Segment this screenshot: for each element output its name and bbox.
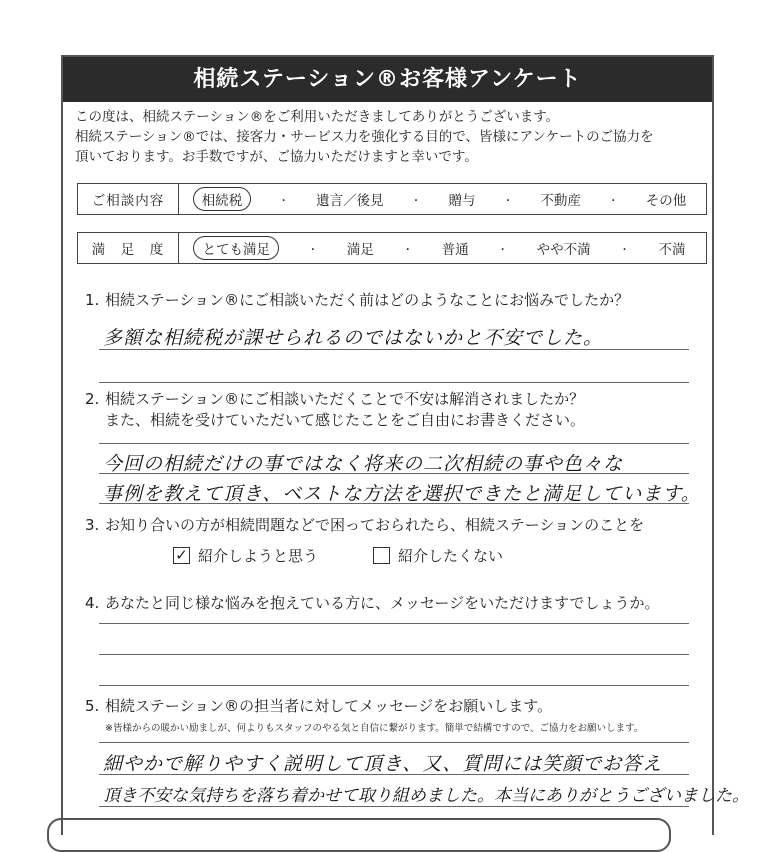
consultation-option[interactable]: 不動産 xyxy=(540,193,581,209)
referral-yes-label: 紹介しようと思う xyxy=(198,547,319,565)
answer-line xyxy=(99,654,689,655)
referral-no-option[interactable] xyxy=(373,545,503,566)
answer-2-line-1[interactable]: 今回の相続だけの事ではなく将来の二次相続の事や色々な xyxy=(103,453,624,475)
consultation-row xyxy=(77,183,707,215)
separator: ・ xyxy=(497,244,508,256)
question-number: 4. xyxy=(85,594,100,612)
answer-5-line-1[interactable]: 細やかで解りやすく説明して頂き、又、質問には笑顔でお答え xyxy=(103,753,663,775)
satisfaction-label: 満 足 度 xyxy=(78,233,179,263)
question-text: 相続ステーション®にご相談いただくことで不安は解消されましたか？ xyxy=(105,390,585,408)
question-number: 5. xyxy=(85,697,100,715)
satisfaction-row xyxy=(77,232,707,264)
separator: ・ xyxy=(402,244,413,256)
question-text: あなたと同じ様な悩みを抱えている方に、メッセージをいただけますでしょうか。 xyxy=(105,594,660,612)
intro-text xyxy=(75,107,705,167)
referral-yes-option[interactable] xyxy=(173,545,318,566)
consultation-label: ご相談内容 xyxy=(78,184,179,214)
answer-line xyxy=(99,774,689,775)
intro-line: 相続ステーション®では、接客力・サービス力を強化する目的で、皆様にアンケートのご協力を xyxy=(75,129,654,145)
satisfaction-option[interactable]: 満足 xyxy=(346,242,374,258)
answer-line xyxy=(99,806,689,807)
question-text-2: また、相続を受けていただいて感じたことをご自由にお書きください。 xyxy=(105,411,586,429)
satisfaction-option[interactable]: やや不満 xyxy=(536,242,591,258)
question-number: 1. xyxy=(85,291,100,309)
answer-line xyxy=(99,742,689,743)
question-text: お知り合いの方が相続問題などで困っておられたら、相続ステーションのことを xyxy=(105,516,645,534)
answer-line xyxy=(99,382,689,383)
question-text: 相続ステーション®にご相談いただく前はどのようなことにお悩みでしたか？ xyxy=(105,291,630,309)
answer-line xyxy=(99,349,689,350)
question-1 xyxy=(85,289,629,310)
answer-line xyxy=(99,473,689,474)
question-2 xyxy=(85,389,585,431)
question-text: 相続ステーション®の担当者に対してメッセージをお願いします。 xyxy=(105,697,553,715)
separator: ・ xyxy=(278,195,289,207)
checkbox-unchecked[interactable] xyxy=(373,547,390,564)
answer-line xyxy=(99,443,689,444)
consultation-option[interactable]: 遺言／後見 xyxy=(316,193,384,209)
referral-no-label: 紹介したくない xyxy=(398,547,504,565)
consultation-option[interactable]: 贈与 xyxy=(448,193,476,209)
consultation-option[interactable]: その他 xyxy=(645,193,687,209)
consultation-option-selected[interactable]: 相続税 xyxy=(193,187,252,211)
separator: ・ xyxy=(608,195,619,207)
separator: ・ xyxy=(307,244,318,256)
answer-5-line-2[interactable]: 頂き不安な気持ちを落ち着かせて取り組めました。本当にありがとうございました。 xyxy=(103,786,749,806)
satisfaction-option[interactable]: 普通 xyxy=(441,242,469,258)
intro-line: この度は、相続ステーション®をご利用いただきましてありがとうございます。 xyxy=(75,109,560,125)
answer-line xyxy=(99,685,689,686)
referral-options xyxy=(173,545,503,566)
consultation-options xyxy=(179,187,706,211)
question-5-note: ※皆様からの暖かい励ましが、何よりもスタッフのやる気と自信に繋がります。簡単で結構ですので、ご協力をお願いします。 xyxy=(105,723,644,734)
separator: ・ xyxy=(502,195,513,207)
answer-2-line-2[interactable]: 事例を教えて頂き、ベストな方法を選択できたと満足しています。 xyxy=(103,483,701,505)
answer-1-line-1[interactable]: 多額な相続税が課せられるのではないかと不安でした。 xyxy=(103,327,604,349)
question-5 xyxy=(85,695,552,716)
question-number: 3. xyxy=(85,516,100,534)
separator: ・ xyxy=(619,244,630,256)
survey-sheet xyxy=(61,55,749,835)
separator: ・ xyxy=(411,195,422,207)
bottom-box-edge xyxy=(47,818,671,852)
satisfaction-option-selected[interactable]: とても満足 xyxy=(193,236,279,260)
question-4 xyxy=(85,592,660,613)
question-3 xyxy=(85,514,644,535)
question-number: 2. xyxy=(85,390,100,408)
survey-title: 相続ステーション®お客様アンケート xyxy=(63,57,712,102)
intro-line: 頂いております。お手数ですが、ご協力いただけますと幸いです。 xyxy=(75,149,478,165)
answer-line xyxy=(99,623,689,624)
satisfaction-option[interactable]: 不満 xyxy=(658,242,686,258)
answer-line xyxy=(99,503,689,504)
checkbox-checked[interactable]: ✓ xyxy=(173,547,190,564)
satisfaction-options xyxy=(179,236,706,260)
